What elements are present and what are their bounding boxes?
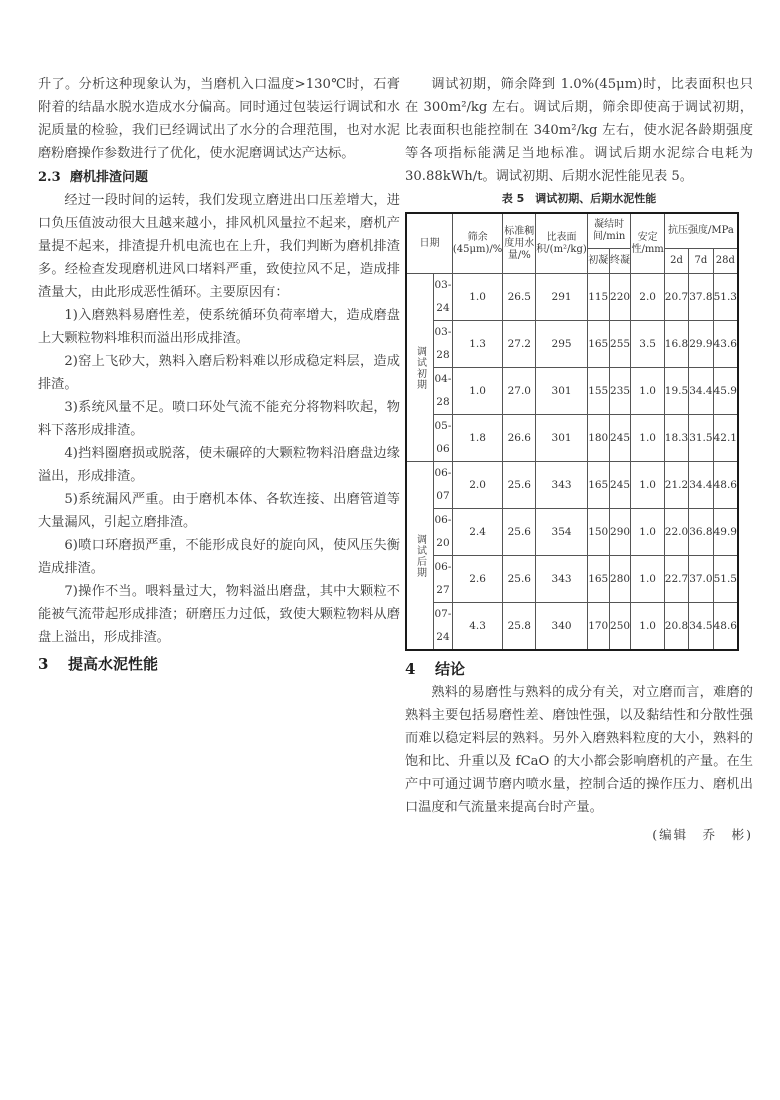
- table-cell: 21.2: [664, 462, 688, 509]
- table-cell: 155: [587, 368, 609, 415]
- group-label: 调试后期: [406, 462, 434, 651]
- date-cell: 04-28: [434, 368, 453, 415]
- reason-item: 4)挡料圈磨损或脱落，使未碾碎的大颗粒物料沿磨盘边缘溢出，形成排渣。: [38, 446, 400, 484]
- table-cell: 1.0: [452, 274, 502, 321]
- editor-credit: (编辑 乔 彬): [652, 827, 753, 842]
- header-28d: 28d: [713, 249, 738, 274]
- group-label: 调试初期: [406, 274, 434, 462]
- reason-item: 3)系统风量不足。喷口环处气流不能充分将物料吹起，物料下落形成排渣。: [38, 400, 400, 438]
- table-cell: 2.4: [452, 509, 502, 556]
- table-cell: 45.9: [713, 368, 738, 415]
- table-cell: 2.6: [452, 556, 502, 603]
- table-cell: 34.4: [689, 368, 713, 415]
- table-cell: 220: [609, 274, 631, 321]
- section-heading-2-3: [38, 166, 400, 189]
- table-cell: 1.0: [631, 603, 664, 651]
- table-cell: 20.7: [664, 274, 688, 321]
- table-cell: 43.6: [713, 321, 738, 368]
- table-cell: 42.1: [713, 415, 738, 462]
- reason-item: 2)窑上飞砂大，熟料入磨后粉料难以形成稳定料层，造成排渣。: [38, 354, 400, 392]
- table-cell: 1.0: [631, 509, 664, 556]
- table-cell: 301: [536, 368, 588, 415]
- table-cell: 1.0: [631, 556, 664, 603]
- table-cell: 26.5: [503, 274, 536, 321]
- table-cell: 340: [536, 603, 588, 651]
- table-cell: 31.5: [689, 415, 713, 462]
- table-cell: 19.5: [664, 368, 688, 415]
- header-date: 日期: [406, 213, 452, 274]
- header-setting: 凝结时间/min: [587, 213, 631, 249]
- section-title: 结论: [435, 660, 466, 678]
- header-strength: 抗压强度/MPa: [664, 213, 738, 249]
- date-cell: 07-24: [434, 603, 453, 651]
- table-cell: 49.9: [713, 509, 738, 556]
- paragraph-conclusion: 熟料的易磨性与熟料的成分有关，对立磨而言，难磨的熟料主要包括易磨性差、磨蚀性强，以及黏结性和分散性强而难以稳定料层的熟料。另外入磨熟料粒度的大小，熟料的饱和比、升重以及 fCaO 的大小都会影响磨机的产量。在生产中可通过调节磨内喷水量，控制合适的操作压力、磨机出口温度和气流量来提高台时产量。: [405, 685, 753, 815]
- table-cell: 25.6: [503, 556, 536, 603]
- section-title: 磨机排渣问题: [70, 170, 149, 185]
- table-row: [406, 462, 738, 509]
- table-cell: 1.0: [452, 368, 502, 415]
- header-initial: 初凝: [587, 249, 609, 274]
- header-surface: 比表面积/(m²/kg): [536, 213, 588, 274]
- table-row: [406, 368, 738, 415]
- table-cell: 25.8: [503, 603, 536, 651]
- reason-item: 5)系统漏风严重。由于磨机本体、各软连接、出磨管道等大量漏风，引起立磨排渣。: [38, 492, 400, 530]
- table-cell: 25.6: [503, 509, 536, 556]
- table-cell: 2.0: [452, 462, 502, 509]
- section-number: 2.3: [38, 170, 61, 185]
- table-cell: 1.0: [631, 368, 664, 415]
- header-sieve: 筛余(45μm)/%: [452, 213, 502, 274]
- table-cell: 280: [609, 556, 631, 603]
- table-cell: 1.0: [631, 415, 664, 462]
- section-number: 3: [38, 655, 49, 673]
- table-cell: 22.7: [664, 556, 688, 603]
- table-row: [406, 321, 738, 368]
- table-cell: 150: [587, 509, 609, 556]
- table-cell: 301: [536, 415, 588, 462]
- table-cell: 25.6: [503, 462, 536, 509]
- section-heading-4: [405, 657, 753, 681]
- table-row: [406, 509, 738, 556]
- table-row: [406, 556, 738, 603]
- table-caption: 表 5 调试初期、后期水泥性能: [501, 192, 657, 205]
- table-cell: 245: [609, 415, 631, 462]
- left-column: [38, 73, 400, 676]
- table-cell: 27.0: [503, 368, 536, 415]
- table-row: [406, 603, 738, 651]
- table-cell: 3.5: [631, 321, 664, 368]
- table-cell: 20.8: [664, 603, 688, 651]
- date-cell: 06-07: [434, 462, 453, 509]
- date-cell: 03-28: [434, 321, 453, 368]
- table-cell: 290: [609, 509, 631, 556]
- table-cell: 165: [587, 556, 609, 603]
- table-cell: 343: [536, 556, 588, 603]
- table-cell: 245: [609, 462, 631, 509]
- table-cell: 1.0: [631, 462, 664, 509]
- table-cell: 354: [536, 509, 588, 556]
- date-cell: 03-24: [434, 274, 453, 321]
- date-cell: 05-06: [434, 415, 453, 462]
- header-2d: 2d: [664, 249, 688, 274]
- right-column: [405, 73, 753, 846]
- section-number: 4: [405, 660, 416, 678]
- table-cell: 170: [587, 603, 609, 651]
- table-cell: 235: [609, 368, 631, 415]
- table-cell: 343: [536, 462, 588, 509]
- section-heading-3: [38, 652, 400, 676]
- table-cell: 165: [587, 321, 609, 368]
- table-row: [406, 274, 738, 321]
- reason-item: 7)操作不当。喂料量过大，物料溢出磨盘，其中大颗粒不能被气流带起形成排渣；研磨压力过低，致使大颗粒物料从磨盘上溢出，形成排渣。: [38, 584, 400, 645]
- table-cell: 295: [536, 321, 588, 368]
- table-cell: 29.9: [689, 321, 713, 368]
- paragraph-intro: 经过一段时间的运转，我们发现立磨进出口压差增大，进口负压值波动很大且越来越小，排风机风量拉不起来，磨机产量提不起来，排渣提升机电流也在上升，我们判断为磨机排渣多。经检查发现磨机进风口堵料严重，致使拉风不足，造成排渣量大，由此形成恶性循环。主要原因有：: [38, 193, 400, 300]
- table-cell: 4.3: [452, 603, 502, 651]
- table-cell: 1.3: [452, 321, 502, 368]
- table-cell: 48.6: [713, 603, 738, 651]
- table-cell: 18.3: [664, 415, 688, 462]
- table-cell: 34.4: [689, 462, 713, 509]
- table-cell: 27.2: [503, 321, 536, 368]
- table-cell: 48.6: [713, 462, 738, 509]
- table-cell: 2.0: [631, 274, 664, 321]
- table-cell: 291: [536, 274, 588, 321]
- table-cell: 180: [587, 415, 609, 462]
- table-body: [406, 274, 738, 651]
- table-cell: 51.3: [713, 274, 738, 321]
- table-cell: 51.5: [713, 556, 738, 603]
- date-cell: 06-20: [434, 509, 453, 556]
- paragraph-continued: 升了。分析这种现象认为，当磨机入口温度>130℃时，石膏附着的结晶水脱水造成水分偏高。同时通过包装运行调试和水泥质量的检验，我们已经调试出了水分的合理范围，也对水泥磨粉磨操作参数进行了优化，使水泥磨调试达产达标。: [38, 77, 400, 161]
- table-cell: 250: [609, 603, 631, 651]
- table-cell: 37.0: [689, 556, 713, 603]
- date-cell: 06-27: [434, 556, 453, 603]
- table-cell: 36.8: [689, 509, 713, 556]
- header-soundness: 安定性/mm: [631, 213, 664, 274]
- table-cell: 115: [587, 274, 609, 321]
- header-7d: 7d: [689, 249, 713, 274]
- table-cell: 16.8: [664, 321, 688, 368]
- table-5: [405, 212, 739, 651]
- header-water: 标准稠度用水量/%: [503, 213, 536, 274]
- table-cell: 1.8: [452, 415, 502, 462]
- reason-item: 6)喷口环磨损严重，不能形成良好的旋向风，使风压失衡造成排渣。: [38, 538, 400, 576]
- table-cell: 34.5: [689, 603, 713, 651]
- table-cell: 26.6: [503, 415, 536, 462]
- section-title: 提高水泥性能: [68, 655, 159, 673]
- paragraph-debug: 调试初期，筛余降到 1.0%(45μm)时，比表面积也只在 300m²/kg 左右。调试后期，筛余即使高于调试初期，比表面积也能控制在 340m²/kg 左右，使水泥各龄期强度等各项指标能满足当地标准。调试后期水泥综合电耗为 30.88kWh/t。调试初期、后期水泥性能见表 5。: [405, 77, 753, 184]
- table-row: [406, 415, 738, 462]
- table-cell: 22.0: [664, 509, 688, 556]
- reason-item: 1)入磨熟料易磨性差，使系统循环负荷率增大，造成磨盘上大颗粒物料堆积而溢出形成排渣。: [38, 308, 400, 346]
- table-cell: 165: [587, 462, 609, 509]
- table-cell: 37.8: [689, 274, 713, 321]
- header-final: 终凝: [609, 249, 631, 274]
- table-cell: 255: [609, 321, 631, 368]
